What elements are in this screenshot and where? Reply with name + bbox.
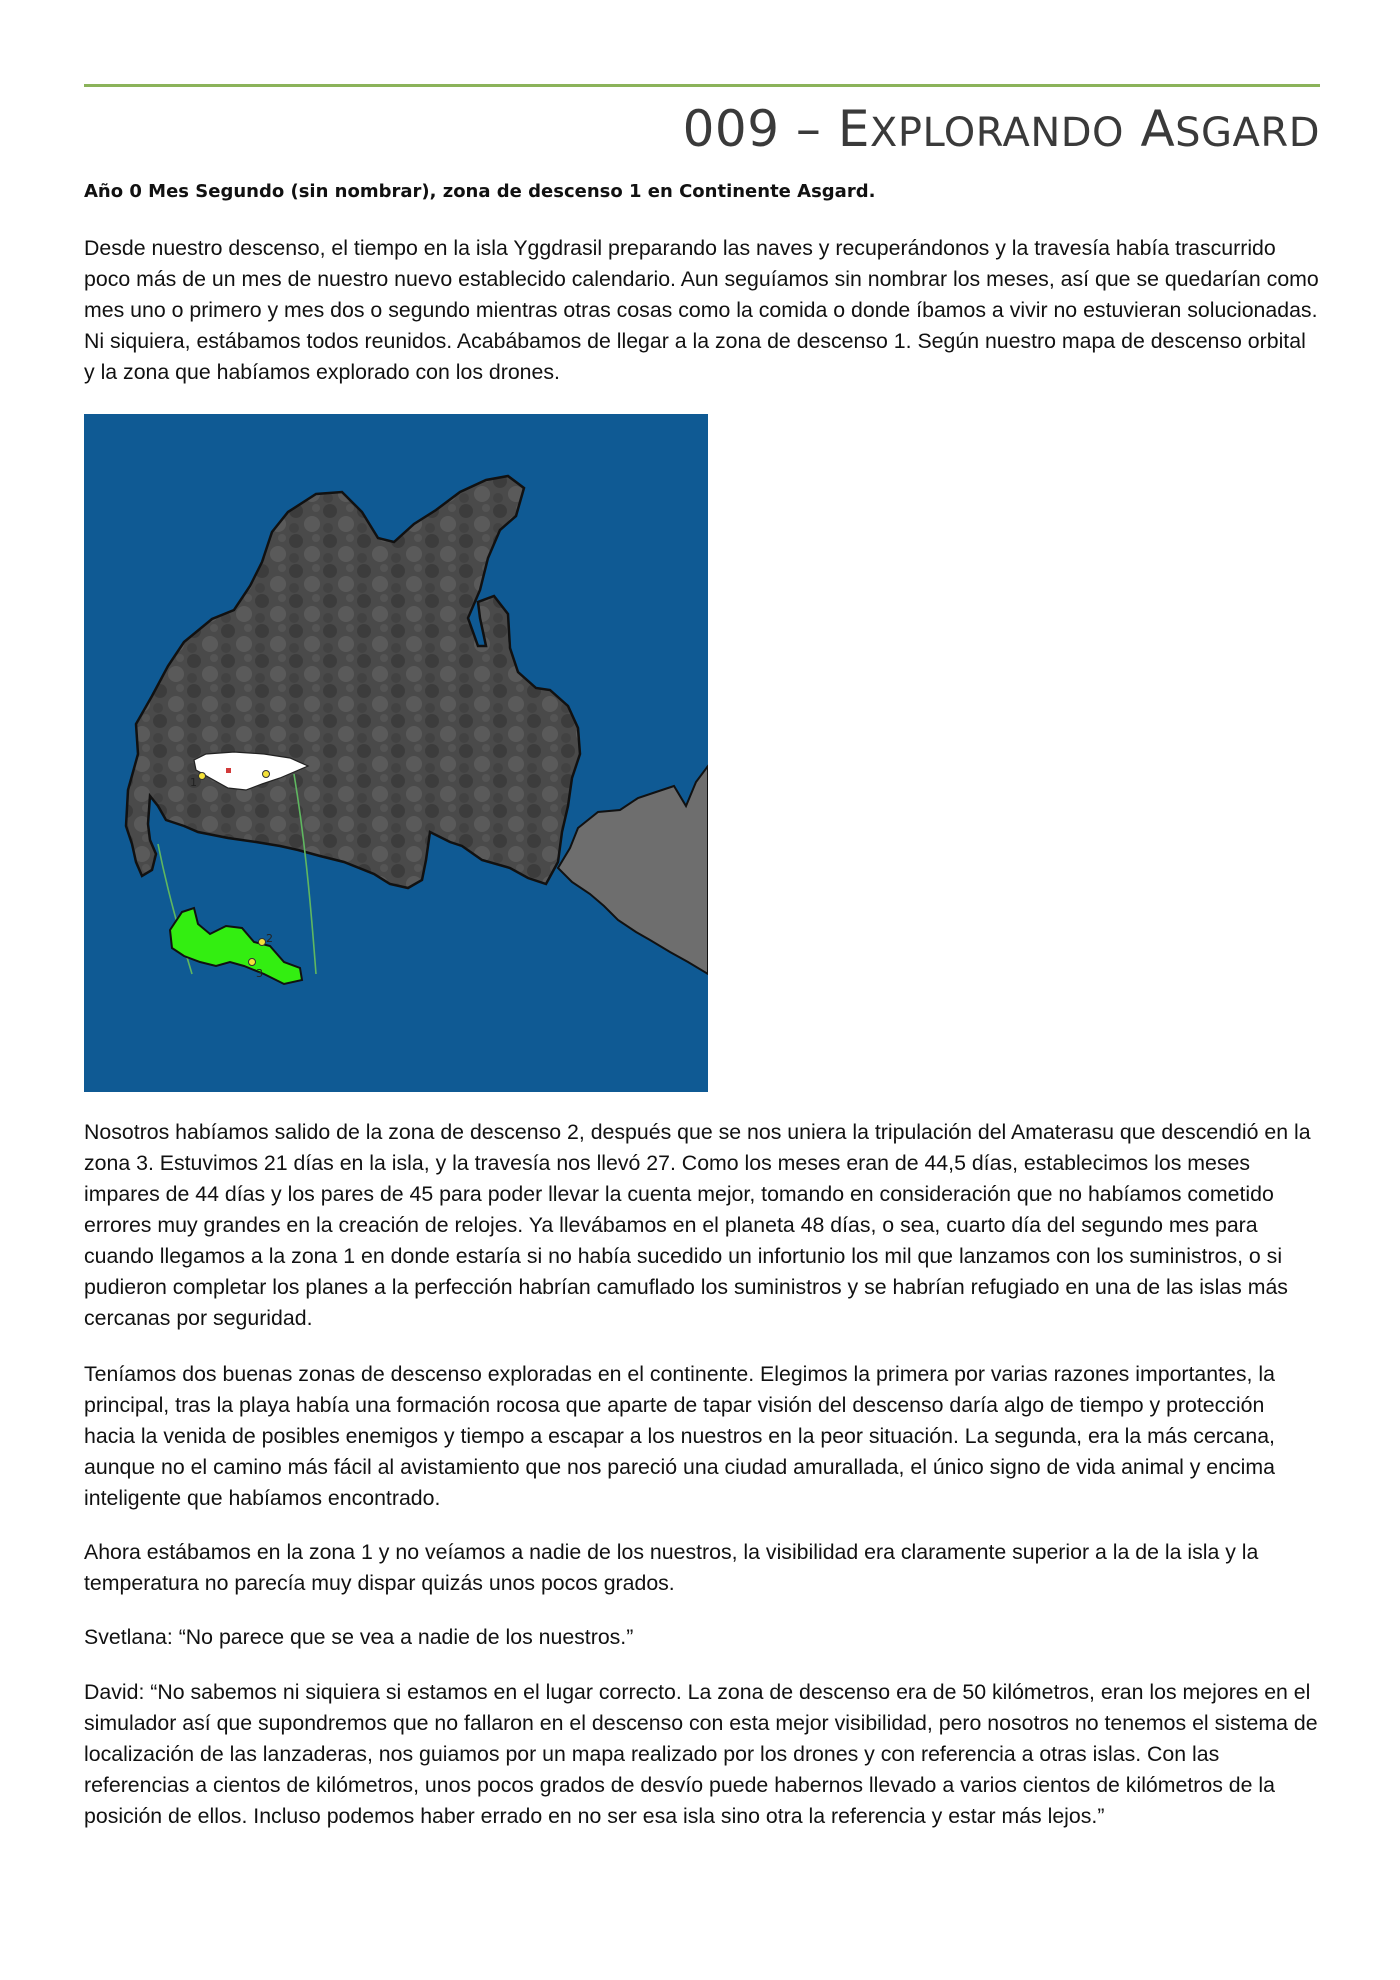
paragraph-intro: Desde nuestro descenso, el tiempo en la isla Yggdrasil preparando las naves y recuperándonos y la travesía había trascurrido poco más de un mes de nuestro nuevo establecido calendario. Aun seguíamos sin nombrar los meses, así que se quedarían como mes uno o primero y mes dos o segundo mientras otras cosas como la comida o donde íbamos a vivir no estuvieran solucionadas. Ni siquiera, estábamos todos reunidos. Acabábamos de llegar a la zona de descenso 1. Según nuestro mapa de descenso orbital y la zona que habíamos explorado con los drones. <box>84 236 1319 384</box>
paragraph-zones: Teníamos dos buenas zonas de descenso exploradas en el continente. Elegimos la primera por varias razones importantes, la principal, tras la playa había una formación rocosa que aparte de tapar visión del descenso daría algo de tiempo y protección hacia la venida de posibles enemigos y tiempo a escapar a los nuestros en la peor situación. La segunda, era la más cercana, aunque no el camino más fácil al avistamiento que nos pareció una ciudad amurallada, el único signo de vida animal y encima inteligente que habíamos encontrado. <box>84 1362 1275 1510</box>
title-word-2: ASGARD <box>1140 100 1320 158</box>
dialogue-svetlana: Svetlana: “No parece que se vea a nadie de los nuestros.” <box>84 1625 634 1649</box>
zone-label-3: 3 <box>256 967 263 980</box>
descent-zone-map <box>84 414 708 1092</box>
zone-1-marker <box>226 768 231 773</box>
zone-label-2: 2 <box>266 932 273 945</box>
chapter-dash: – <box>795 100 822 158</box>
zone-1-point <box>199 773 206 780</box>
paragraph-arrival: Ahora estábamos en la zona 1 y no veíamos a nadie de los nuestros, la visibilidad era claramente superior a la de la isla y la temperatura no parecía muy dispar quizás unos pocos grados. <box>84 1540 1259 1595</box>
zone-2-point <box>259 939 266 946</box>
zone-label-1: 1 <box>190 776 197 789</box>
zone-3-point <box>249 959 256 966</box>
chapter-title <box>683 100 1320 158</box>
section-subheading: Año 0 Mes Segundo (sin nombrar), zona de descenso 1 en Continente Asgard. <box>84 181 876 202</box>
zone-1-point-east <box>263 771 270 778</box>
dialogue-david: David: “No sabemos ni siquiera si estamos en el lugar correcto. La zona de descenso era de 50 kilómetros, eran los mejores en el simulador así que supondremos que no fallaron en el descenso con esta mejor visibilidad, pero nosotros no tenemos el sistema de localización de las lanzaderas, nos guiamos por un mapa realizado por los drones y con referencia a otras islas. Con las referencias a cientos de kilómetros, unos pocos grados de desvío puede habernos llevado a varios cientos de kilómetros de la posición de ellos. Incluso podemos haber errado en no ser esa isla sino otra la referencia y estar más lejos.” <box>84 1680 1318 1828</box>
header-rule <box>84 84 1320 87</box>
paragraph-travel: Nosotros habíamos salido de la zona de descenso 2, después que se nos uniera la tripulación del Amaterasu que descendió en la zona 3. Estuvimos 21 días en la isla, y la travesía nos llevó 27. Como los meses eran de 44,5 días, establecimos los meses impares de 44 días y los pares de 45 para poder llevar la cuenta mejor, tomando en consideración que no habíamos cometido errores muy grandes en la creación de relojes. Ya llevábamos en el planeta 48 días, o sea, cuarto día del segundo mes para cuando llegamos a la zona 1 en donde estaría si no había sucedido un infortunio los mil que lanzamos con los suministros, o si pudieron completar los planes a la perfección habrían camuflado los suministros y se habrían refugiado en una de las islas más cercanas por seguridad. <box>84 1120 1311 1330</box>
title-word-1: EXPLORANDO <box>837 100 1125 158</box>
chapter-number: 009 <box>682 100 780 158</box>
